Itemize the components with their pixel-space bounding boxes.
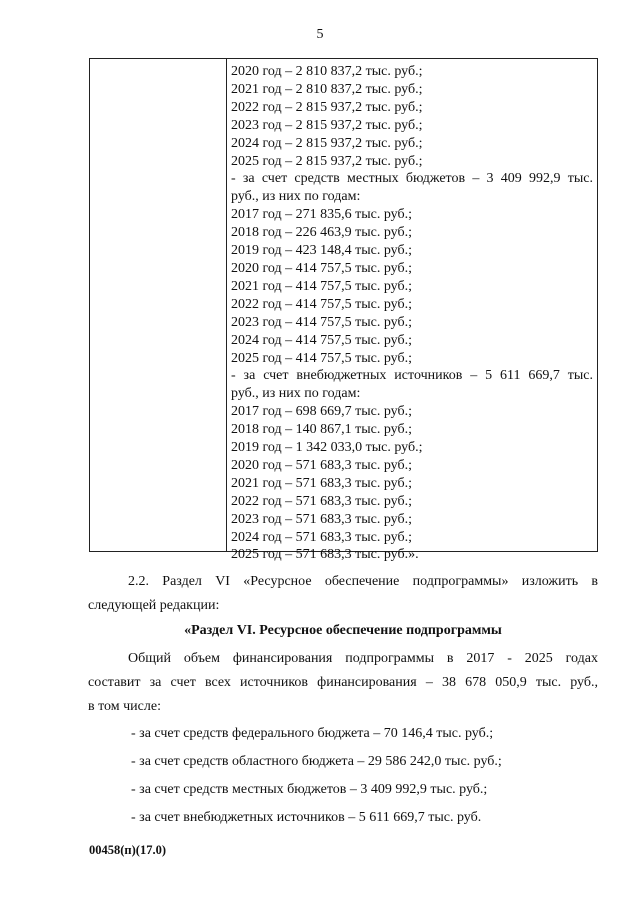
table-row: 2023 год – 571 683,3 тыс. руб.; [231, 511, 412, 527]
paragraph-line: следующей редакции: [88, 598, 220, 613]
table-row: 2022 год – 414 757,5 тыс. руб.; [231, 296, 412, 312]
table-row: 2017 год – 698 669,7 тыс. руб.; [231, 404, 412, 420]
table-row: 2021 год – 571 683,3 тыс. руб.; [231, 475, 412, 491]
paragraph-line: составит за счет всех источников финансирования – 38 678 050,9 тыс. руб., [88, 675, 598, 690]
table-row: 2025 год – 414 757,5 тыс. руб.; [231, 350, 412, 366]
table-row: 2019 год – 1 342 033,0 тыс. руб.; [231, 440, 423, 456]
total-funding-paragraph [88, 647, 598, 719]
list-item: - за счет средств областного бюджета – 29 586 242,0 тыс. руб.; [131, 754, 502, 769]
table-row: 2022 год – 571 683,3 тыс. руб.; [231, 493, 412, 509]
table-row: 2024 год – 2 815 937,2 тыс. руб.; [231, 135, 423, 151]
table-row: 2020 год – 2 810 837,2 тыс. руб.; [231, 64, 423, 79]
table-row: 2020 год – 571 683,3 тыс. руб.; [231, 457, 412, 473]
table-row: 2018 год – 226 463,9 тыс. руб.; [231, 225, 412, 241]
table-row: 2024 год – 571 683,3 тыс. руб.; [231, 529, 412, 545]
list-item: - за счет средств федерального бюджета – 70 146,4 тыс. руб.; [131, 726, 494, 741]
table-row: руб., из них по годам: [231, 189, 361, 205]
table-row: 2021 год – 2 810 837,2 тыс. руб.; [231, 81, 423, 97]
funding-by-year-cell [231, 63, 593, 564]
table-row: - за счет средств местных бюджетов – 3 409 992,9 тыс. [231, 171, 593, 187]
table-row: 2024 год – 414 757,5 тыс. руб.; [231, 332, 412, 348]
table-row: 2025 год – 2 815 937,2 тыс. руб.; [231, 153, 423, 169]
table-row: - за счет внебюджетных источников – 5 611 669,7 тыс. [231, 368, 593, 384]
list-item: - за счет средств местных бюджетов – 3 409 992,9 тыс. руб.; [131, 782, 488, 797]
table-row: 2022 год – 2 815 937,2 тыс. руб.; [231, 99, 423, 115]
page-number: 5 [316, 27, 324, 42]
table-row: 2017 год – 271 835,6 тыс. руб.; [231, 207, 412, 223]
table-row: 2023 год – 2 815 937,2 тыс. руб.; [231, 117, 423, 133]
paragraph-line: в том числе: [88, 699, 161, 714]
section-change-paragraph [88, 570, 598, 618]
table-row: 2018 год – 140 867,1 тыс. руб.; [231, 422, 412, 438]
paragraph-line: Общий объем финансирования подпрограммы в 2017 - 2025 годах [128, 651, 598, 666]
section-heading: «Раздел VI. Ресурсное обеспечение подпрограммы [184, 623, 502, 638]
table-row: 2023 год – 414 757,5 тыс. руб.; [231, 314, 412, 330]
table-row: 2020 год – 414 757,5 тыс. руб.; [231, 260, 412, 276]
table-row: 2021 год – 414 757,5 тыс. руб.; [231, 278, 412, 294]
document-code: 00458(п)(17.0) [89, 843, 166, 857]
table-row: 2019 год – 423 148,4 тыс. руб.; [231, 243, 412, 259]
list-item: - за счет внебюджетных источников – 5 611 669,7 тыс. руб. [131, 810, 482, 825]
table-row: 2025 год – 571 683,3 тыс. руб.». [231, 547, 419, 563]
funding-sources-list [131, 724, 502, 836]
table-column-divider [226, 59, 227, 551]
funding-table [89, 58, 598, 563]
table-row: руб., из них по годам: [231, 386, 361, 402]
paragraph-line: 2.2. Раздел VI «Ресурсное обеспечение подпрограммы» изложить в [128, 574, 598, 589]
